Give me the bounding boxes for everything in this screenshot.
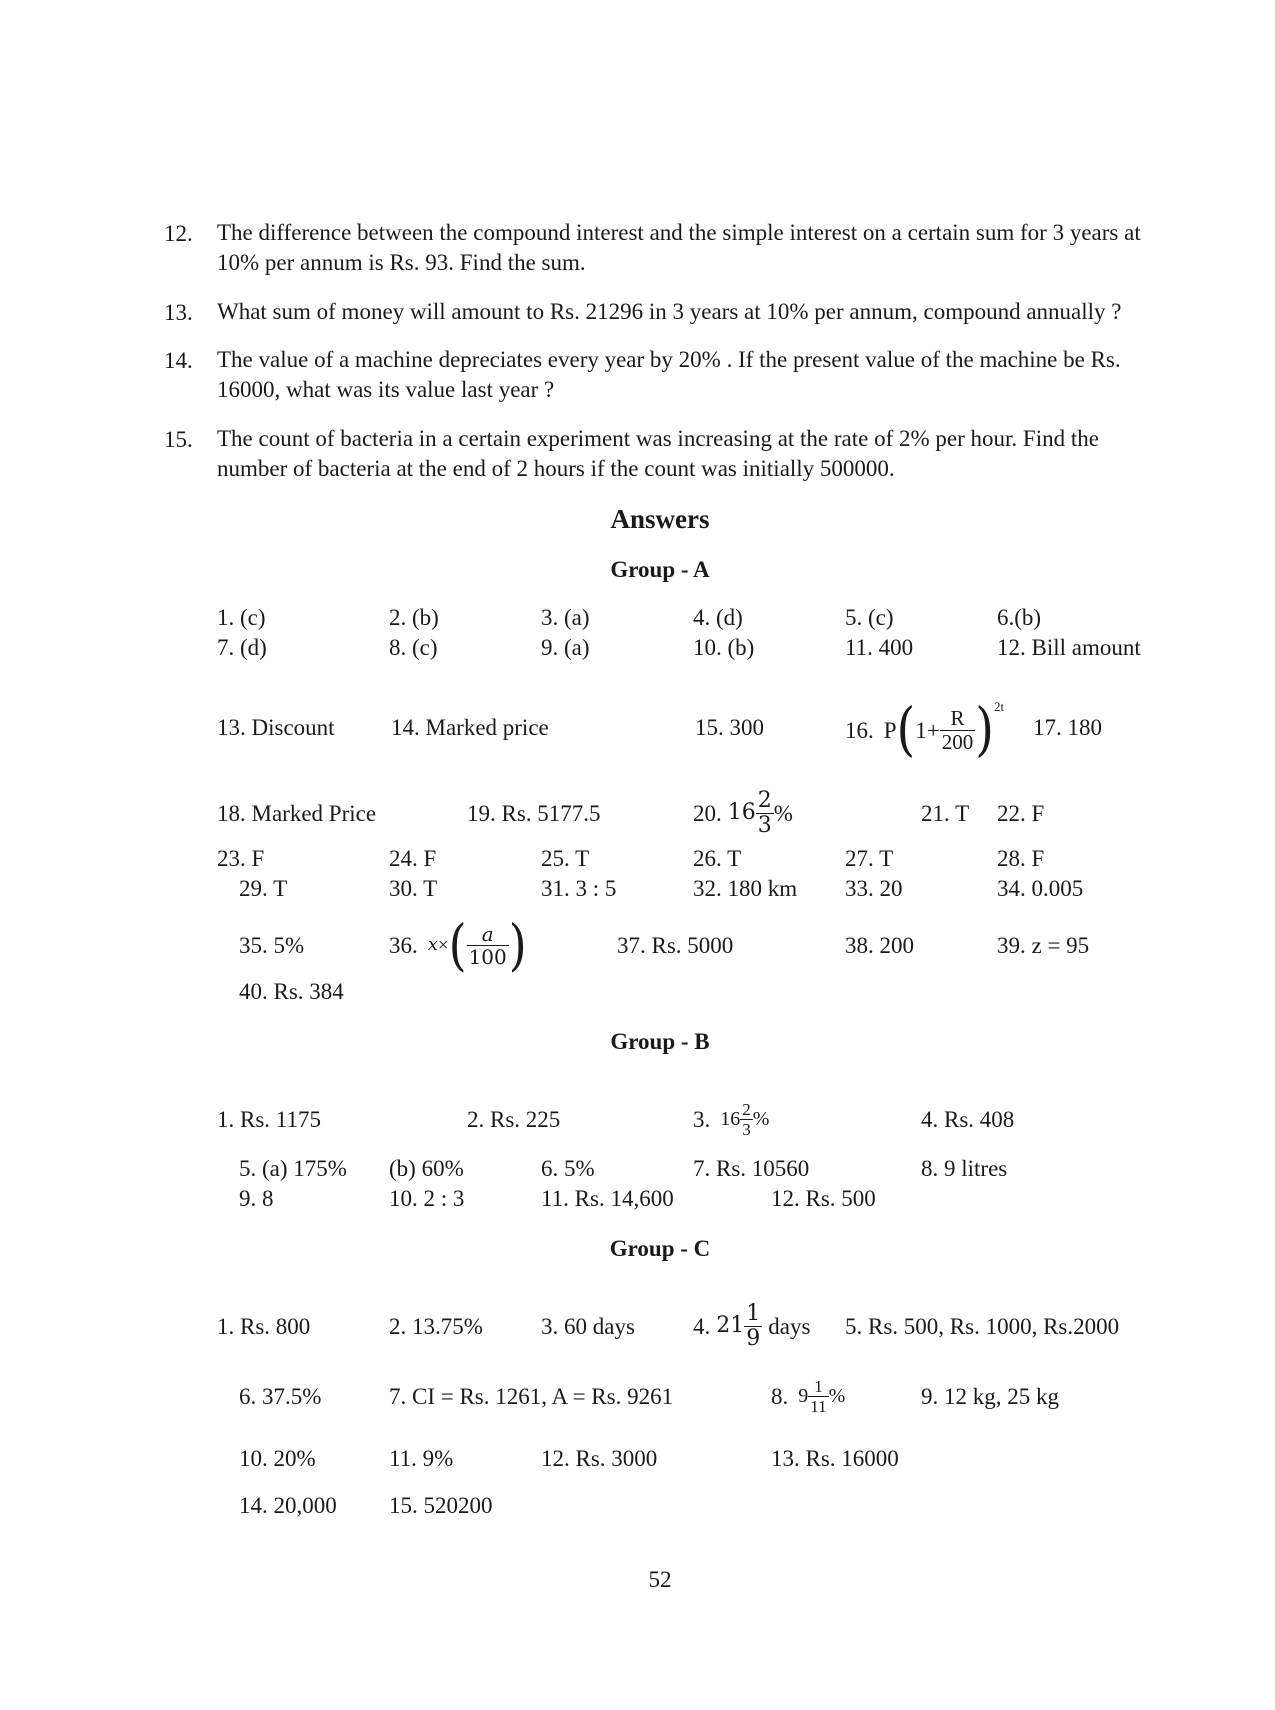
answers-heading: Answers — [610, 504, 710, 534]
answer-item: 3. (a) — [541, 605, 590, 630]
answer-item-mixed-fraction — [693, 787, 793, 839]
percent-sign: % — [752, 1108, 770, 1130]
question-number: 15. — [164, 427, 193, 452]
answer-item: 15. 300 — [695, 715, 764, 740]
answer-item: (b) 60% — [389, 1156, 464, 1181]
answer-label: 3. — [693, 1106, 711, 1132]
formula-p: P — [883, 717, 897, 743]
answer-item: 33. 20 — [845, 876, 903, 901]
question-text: The value of a machine depreciates every year by 20% . If the present value of the machine be Rs. 16000, what was its value last year ? — [217, 347, 1121, 402]
answer-label: 8. — [771, 1383, 789, 1409]
fraction — [940, 705, 976, 754]
answer-item: 27. T — [845, 846, 894, 871]
answer-item: 11. 400 — [845, 635, 914, 660]
answer-label: 36. — [389, 932, 418, 958]
mixed-whole: 16 — [720, 1108, 741, 1130]
answer-item-mixed-fraction — [693, 1298, 810, 1354]
answer-item-formula — [389, 912, 527, 978]
answer-item: 13. Rs. 16000 — [771, 1446, 899, 1471]
answer-item-mixed-fraction — [771, 1367, 845, 1425]
left-paren: ( — [448, 912, 467, 978]
answer-item: 6.(b) — [997, 605, 1042, 630]
answer-item: 40. Rs. 384 — [239, 979, 344, 1004]
unit-label: days — [768, 1313, 811, 1339]
answer-item: 4. (d) — [693, 605, 743, 630]
answer-item: 6. 5% — [541, 1156, 595, 1181]
answer-label: 16. — [845, 717, 874, 743]
answer-item: 7. Rs. 10560 — [693, 1156, 810, 1181]
fraction — [740, 1101, 753, 1138]
answer-item: 19. Rs. 5177.5 — [467, 801, 601, 826]
question-number: 12. — [164, 221, 193, 246]
answer-item: 9. 12 kg, 25 kg — [921, 1384, 1059, 1409]
fraction-denominator: 11 — [810, 1396, 827, 1416]
fraction-numerator: 2 — [757, 787, 772, 813]
answer-item: 21. T — [921, 801, 970, 826]
answer-item: 7. (d) — [217, 635, 267, 660]
answer-item-formula — [845, 696, 1005, 764]
answer-item: 10. 20% — [239, 1446, 316, 1471]
answer-item: 4. Rs. 408 — [921, 1107, 1015, 1132]
group-a-heading: Group - A — [610, 557, 710, 582]
answer-item: 10. (b) — [693, 635, 755, 660]
answer-item: 1. Rs. 1175 — [217, 1107, 321, 1132]
answer-item: 8. 9 litres — [921, 1156, 1008, 1181]
answer-item: 10. 2 : 3 — [389, 1186, 465, 1211]
fraction-numerator: 1 — [814, 1376, 823, 1396]
answer-item: 38. 200 — [845, 933, 914, 958]
answer-item: 5. (c) — [845, 605, 894, 630]
answer-item: 1. Rs. 800 — [217, 1314, 311, 1339]
fraction-numerator: 1 — [746, 1300, 761, 1326]
answer-item: 32. 180 km — [693, 876, 798, 901]
page-number: 52 — [648, 1567, 672, 1592]
right-paren: ) — [975, 696, 994, 764]
answer-item: 23. F — [217, 846, 265, 871]
fraction-denominator: 100 — [468, 944, 507, 969]
fraction-denominator: 3 — [757, 812, 772, 838]
answer-item: 12. Bill amount — [997, 635, 1141, 660]
answer-item: 28. F — [997, 846, 1045, 871]
times-sign: × — [437, 934, 449, 956]
answer-item: 12. Rs. 3000 — [541, 1446, 658, 1471]
answer-item: 30. T — [389, 876, 438, 901]
answer-item: 31. 3 : 5 — [541, 876, 617, 901]
fraction — [467, 921, 509, 969]
fraction — [808, 1378, 828, 1415]
answer-item: 5. Rs. 500, Rs. 1000, Rs.2000 — [845, 1314, 1120, 1339]
answer-item: 18. Marked Price — [217, 801, 377, 826]
mixed-whole: 9 — [798, 1385, 809, 1407]
answer-item: 14. Marked price — [391, 715, 549, 740]
answer-item: 39. z = 95 — [997, 933, 1090, 958]
percent-sign: % — [773, 800, 793, 826]
answer-item: 11. 9% — [389, 1446, 454, 1471]
answer-label: 20. — [693, 800, 722, 826]
fraction — [744, 1300, 762, 1351]
answer-item: 24. F — [389, 846, 437, 871]
answer-item: 8. (c) — [389, 635, 438, 660]
fraction-numerator: a — [481, 921, 494, 946]
group-b-heading: Group - B — [610, 1029, 710, 1054]
answer-item: 2. 13.75% — [389, 1314, 483, 1339]
percent-sign: % — [828, 1385, 846, 1407]
left-paren: ( — [896, 696, 916, 764]
answer-item: 2. Rs. 225 — [467, 1107, 561, 1132]
mixed-whole: 16 — [727, 800, 756, 825]
answer-item: 3. 60 days — [541, 1314, 635, 1339]
answer-item: 37. Rs. 5000 — [617, 933, 734, 958]
fraction-denominator: 200 — [941, 729, 974, 754]
formula-one-plus: 1+ — [915, 717, 940, 743]
answer-item: 5. (a) 175% — [239, 1156, 347, 1181]
answer-item: 26. T — [693, 846, 742, 871]
formula-exponent: 2t — [994, 698, 1005, 714]
answer-item: 2. (b) — [389, 605, 439, 630]
answer-item: 34. 0.005 — [997, 876, 1084, 901]
fraction-numerator: 2 — [742, 1099, 751, 1119]
fraction-denominator: 9 — [746, 1325, 761, 1351]
answer-item: 22. F — [997, 801, 1045, 826]
answer-item: 35. 5% — [239, 933, 305, 958]
answer-item: 25. T — [541, 846, 590, 871]
answer-item: 14. 20,000 — [239, 1493, 337, 1518]
fraction — [756, 787, 774, 838]
answer-item: 1. (c) — [217, 605, 266, 630]
fraction-denominator: 3 — [742, 1119, 751, 1139]
fraction-numerator: R — [950, 705, 965, 730]
question-number: 13. — [164, 300, 193, 325]
question-text: The difference between the compound interest and the simple interest on a certain sum for 3 years at 10% per annum is Rs. 93. Find the sum. — [217, 220, 1141, 275]
formula-x: x — [427, 934, 438, 955]
question-number: 14. — [164, 348, 193, 373]
answer-item: 15. 520200 — [389, 1493, 493, 1518]
answer-item: 11. Rs. 14,600 — [541, 1186, 674, 1211]
answer-item: 6. 37.5% — [239, 1384, 322, 1409]
answer-item: 7. CI = Rs. 1261, A = Rs. 9261 — [389, 1384, 674, 1409]
answer-label: 4. — [693, 1313, 711, 1339]
group-c-heading: Group - C — [609, 1236, 711, 1261]
question-text: The count of bacteria in a certain experiment was increasing at the rate of 2% per hour. Find the number of bacteria at the end of 2 hours if the count was initially 500000. — [217, 426, 1099, 481]
answer-item: 29. T — [239, 876, 288, 901]
answer-item: 9. 8 — [239, 1186, 274, 1211]
question-text: What sum of money will amount to Rs. 21296 in 3 years at 10% per annum, compound annually ? — [217, 299, 1122, 324]
answer-item: 17. 180 — [1033, 715, 1102, 740]
answer-item: 9. (a) — [541, 635, 590, 660]
right-paren: ) — [508, 912, 527, 978]
answer-item: 13. Discount — [217, 715, 335, 740]
mixed-whole: 21 — [716, 1313, 745, 1338]
answer-item: 12. Rs. 500 — [771, 1186, 876, 1211]
answer-item-mixed-fraction — [693, 1090, 769, 1148]
